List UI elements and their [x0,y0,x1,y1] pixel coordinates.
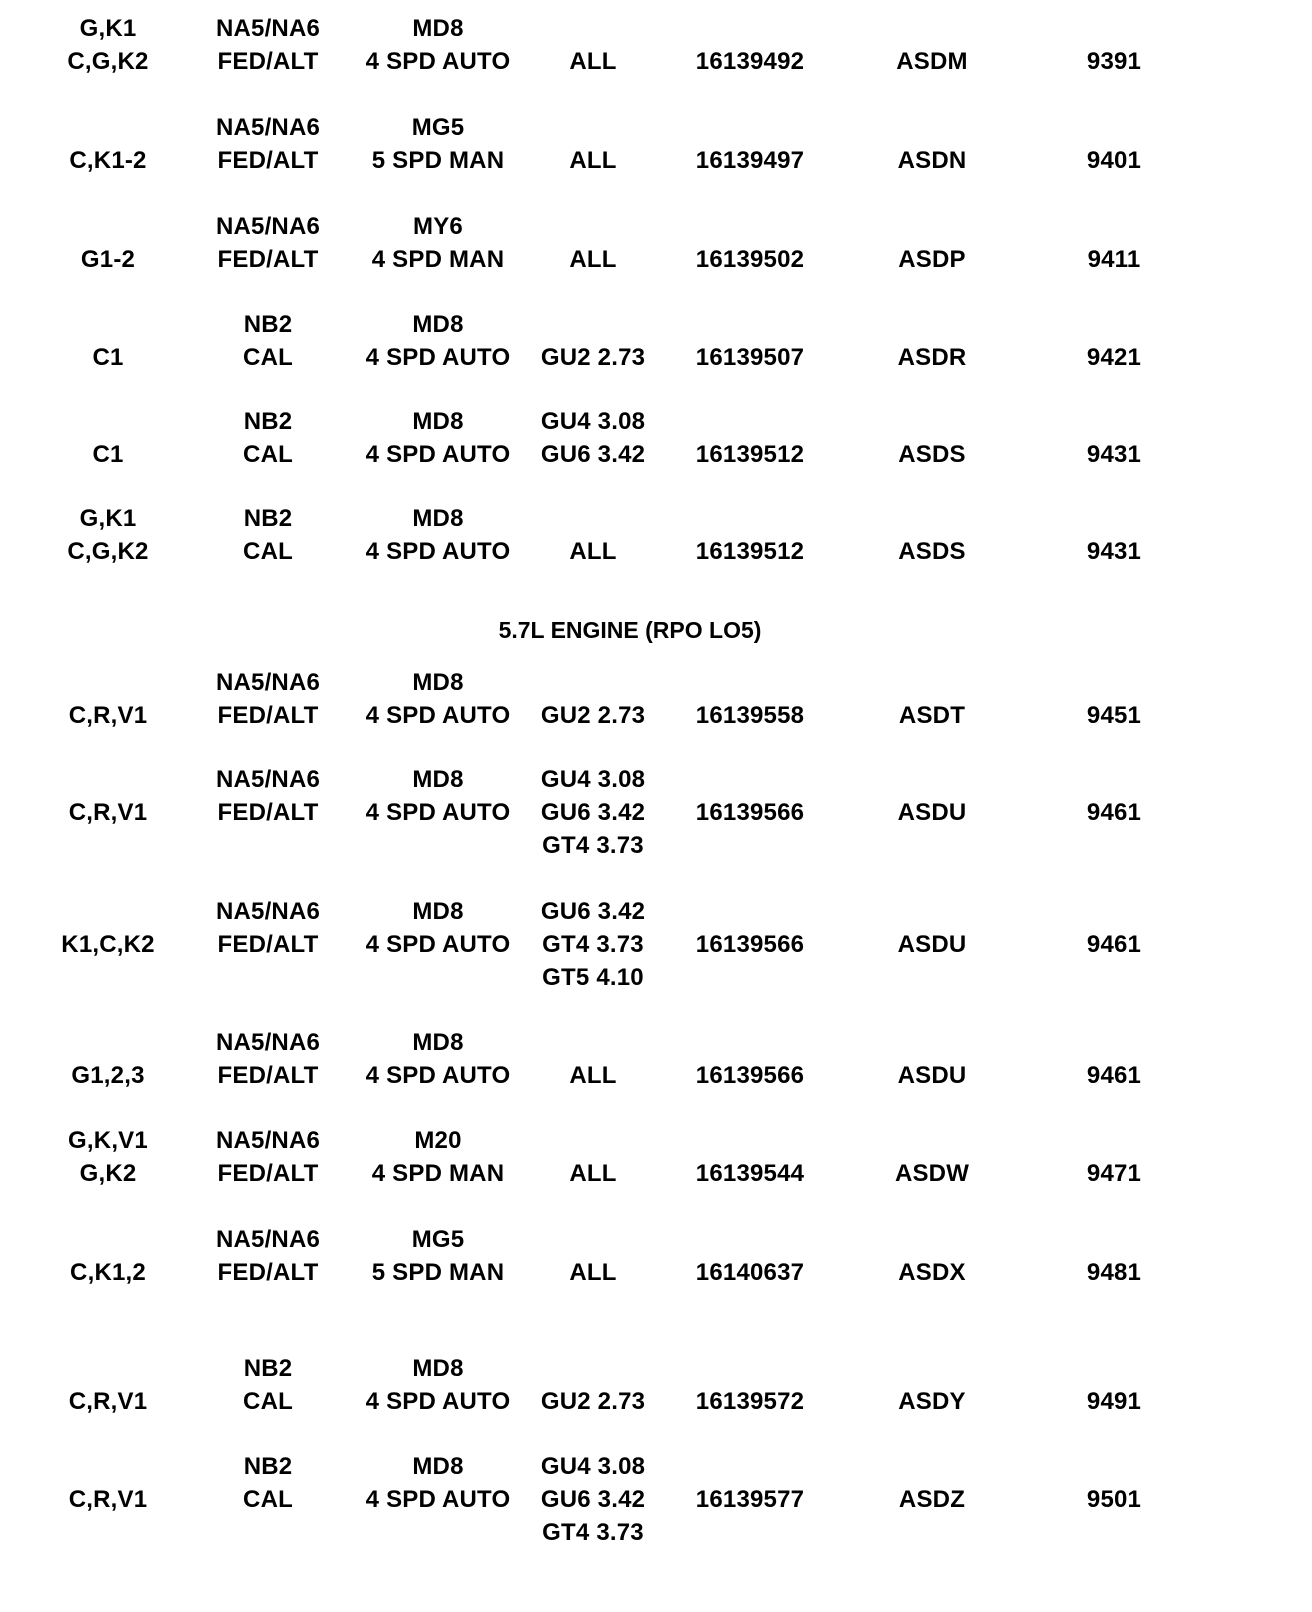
vehicle-cell: C,K1-2 [69,147,147,174]
transmission-cell: 4 SPD AUTO [365,344,511,371]
code-cell: ASDY [898,1388,966,1415]
code-cell: ASDN [897,147,967,174]
vehicle-cell: G1,2,3 [71,1062,145,1089]
part-number-cell: 16140637 [695,1259,805,1286]
transmission-cell: MD8 [412,1355,464,1382]
broadcast-cell: 9421 [1086,344,1142,371]
transmission-cell: MD8 [412,898,464,925]
vehicle-cell: G,K1 [79,15,137,42]
broadcast-cell: 9461 [1086,931,1142,958]
vehicle-cell: G1-2 [80,246,136,273]
emission-cell: NA5/NA6 [215,1127,321,1154]
emission-cell: NA5/NA6 [215,1029,321,1056]
emission-cell: FED/ALT [217,246,319,273]
transmission-cell: 4 SPD AUTO [365,1062,511,1089]
part-number-cell: 16139492 [695,48,805,75]
transmission-cell: 4 SPD MAN [371,1160,505,1187]
emission-cell: CAL [243,441,293,468]
transmission-cell: 5 SPD MAN [371,147,505,174]
axle-ratio-cell: GU2 2.73 [540,344,646,371]
part-number-cell: 16139512 [695,441,805,468]
axle-ratio-cell: GU4 3.08 [540,408,646,435]
transmission-cell: MD8 [412,669,464,696]
transmission-cell: 4 SPD AUTO [365,1388,511,1415]
emission-cell: NB2 [243,408,293,435]
axle-ratio-cell: GU2 2.73 [540,702,646,729]
vehicle-cell: C,G,K2 [67,48,149,75]
transmission-cell: MD8 [412,1453,464,1480]
axle-ratio-cell: ALL [569,246,617,273]
code-cell: ASDU [897,799,967,826]
emission-cell: FED/ALT [217,1160,319,1187]
vehicle-cell: G,K1 [79,505,137,532]
part-number-cell: 16139577 [695,1486,805,1513]
transmission-cell: 4 SPD AUTO [365,538,511,565]
transmission-cell: MD8 [412,408,464,435]
emission-cell: NB2 [243,505,293,532]
axle-ratio-cell: ALL [569,1160,617,1187]
vehicle-cell: C1 [92,441,124,468]
part-number-cell: 16139572 [695,1388,805,1415]
part-number-cell: 16139512 [695,538,805,565]
broadcast-cell: 9461 [1086,799,1142,826]
axle-ratio-cell: GU4 3.08 [540,1453,646,1480]
transmission-cell: MD8 [412,505,464,532]
part-number-cell: 16139507 [695,344,805,371]
axle-ratio-cell: GT4 3.73 [542,1519,644,1546]
transmission-cell: 4 SPD AUTO [365,48,511,75]
broadcast-cell: 9431 [1086,538,1142,565]
transmission-cell: MD8 [412,311,464,338]
emission-cell: NB2 [243,1355,293,1382]
transmission-cell: 4 SPD AUTO [365,1486,511,1513]
code-cell: ASDM [896,48,968,75]
code-cell: ASDW [894,1160,970,1187]
part-number-cell: 16139566 [695,931,805,958]
broadcast-cell: 9411 [1087,246,1141,273]
axle-ratio-cell: ALL [569,48,617,75]
transmission-cell: MY6 [413,213,463,240]
vehicle-cell: C,K1,2 [70,1259,146,1286]
transmission-cell: MD8 [412,766,464,793]
axle-ratio-cell: ALL [569,538,617,565]
axle-ratio-cell: GU2 2.73 [540,1388,646,1415]
code-cell: ASDU [897,931,967,958]
emission-cell: NA5/NA6 [215,766,321,793]
code-cell: ASDU [897,1062,967,1089]
code-cell: ASDX [898,1259,966,1286]
part-number-cell: 16139502 [695,246,805,273]
part-number-cell: 16139544 [695,1160,805,1187]
vehicle-cell: K1,C,K2 [61,931,155,958]
vehicle-cell: C,G,K2 [67,538,149,565]
section-heading-engine: 5.7L ENGINE (RPO LO5) [498,617,762,643]
emission-cell: NA5/NA6 [215,114,321,141]
emission-cell: NA5/NA6 [215,669,321,696]
transmission-cell: M20 [414,1127,462,1154]
broadcast-cell: 9481 [1086,1259,1142,1286]
emission-cell: NA5/NA6 [215,15,321,42]
axle-ratio-cell: ALL [569,1062,617,1089]
emission-cell: FED/ALT [217,147,319,174]
emission-cell: CAL [243,1486,293,1513]
axle-ratio-cell: GU6 3.42 [540,898,646,925]
vehicle-cell: C,R,V1 [68,799,148,826]
broadcast-cell: 9461 [1086,1062,1142,1089]
part-number-cell: 16139566 [695,799,805,826]
code-cell: ASDS [898,538,966,565]
axle-ratio-cell: GT4 3.73 [542,931,644,958]
broadcast-cell: 9501 [1086,1486,1142,1513]
emission-cell: CAL [243,538,293,565]
emission-cell: CAL [243,1388,293,1415]
code-cell: ASDZ [898,1486,966,1513]
vehicle-cell: C,R,V1 [68,1486,148,1513]
transmission-cell: 5 SPD MAN [371,1259,505,1286]
transmission-cell: 4 SPD AUTO [365,931,511,958]
axle-ratio-cell: GT4 3.73 [542,832,644,859]
broadcast-cell: 9391 [1086,48,1142,75]
broadcast-cell: 9401 [1086,147,1142,174]
emission-cell: FED/ALT [217,1062,319,1089]
transmission-cell: 4 SPD AUTO [365,702,511,729]
part-number-cell: 16139497 [695,147,805,174]
transmission-cell: MD8 [412,1029,464,1056]
emission-cell: FED/ALT [217,1259,319,1286]
emission-cell: NA5/NA6 [215,898,321,925]
transmission-cell: 4 SPD AUTO [365,799,511,826]
part-number-cell: 16139566 [695,1062,805,1089]
broadcast-cell: 9451 [1086,702,1142,729]
emission-cell: FED/ALT [217,48,319,75]
transmission-cell: MD8 [412,15,464,42]
axle-ratio-cell: GU6 3.42 [540,1486,646,1513]
axle-ratio-cell: GU4 3.08 [540,766,646,793]
transmission-cell: MG5 [411,114,465,141]
vehicle-cell: C,R,V1 [68,1388,148,1415]
axle-ratio-cell: ALL [569,147,617,174]
emission-cell: NA5/NA6 [215,213,321,240]
emission-cell: NB2 [243,311,293,338]
emission-cell: NA5/NA6 [215,1226,321,1253]
part-number-cell: 16139558 [695,702,805,729]
transmission-cell: MG5 [411,1226,465,1253]
vehicle-cell: G,K2 [79,1160,137,1187]
emission-cell: NB2 [243,1453,293,1480]
broadcast-cell: 9431 [1086,441,1142,468]
emission-cell: FED/ALT [217,702,319,729]
vehicle-cell: C,R,V1 [68,702,148,729]
emission-cell: FED/ALT [217,799,319,826]
code-cell: ASDR [897,344,967,371]
transmission-cell: 4 SPD AUTO [365,441,511,468]
vehicle-cell: G,K,V1 [68,1127,148,1154]
vehicle-cell: C1 [92,344,124,371]
broadcast-cell: 9491 [1086,1388,1142,1415]
axle-ratio-cell: GU6 3.42 [540,799,646,826]
axle-ratio-cell: ALL [569,1259,617,1286]
broadcast-cell: 9471 [1086,1160,1142,1187]
emission-cell: FED/ALT [217,931,319,958]
code-cell: ASDP [898,246,966,273]
axle-ratio-cell: GU6 3.42 [540,441,646,468]
transmission-cell: 4 SPD MAN [371,246,505,273]
emission-cell: CAL [243,344,293,371]
code-cell: ASDS [898,441,966,468]
code-cell: ASDT [898,702,966,729]
axle-ratio-cell: GT5 4.10 [542,964,644,991]
